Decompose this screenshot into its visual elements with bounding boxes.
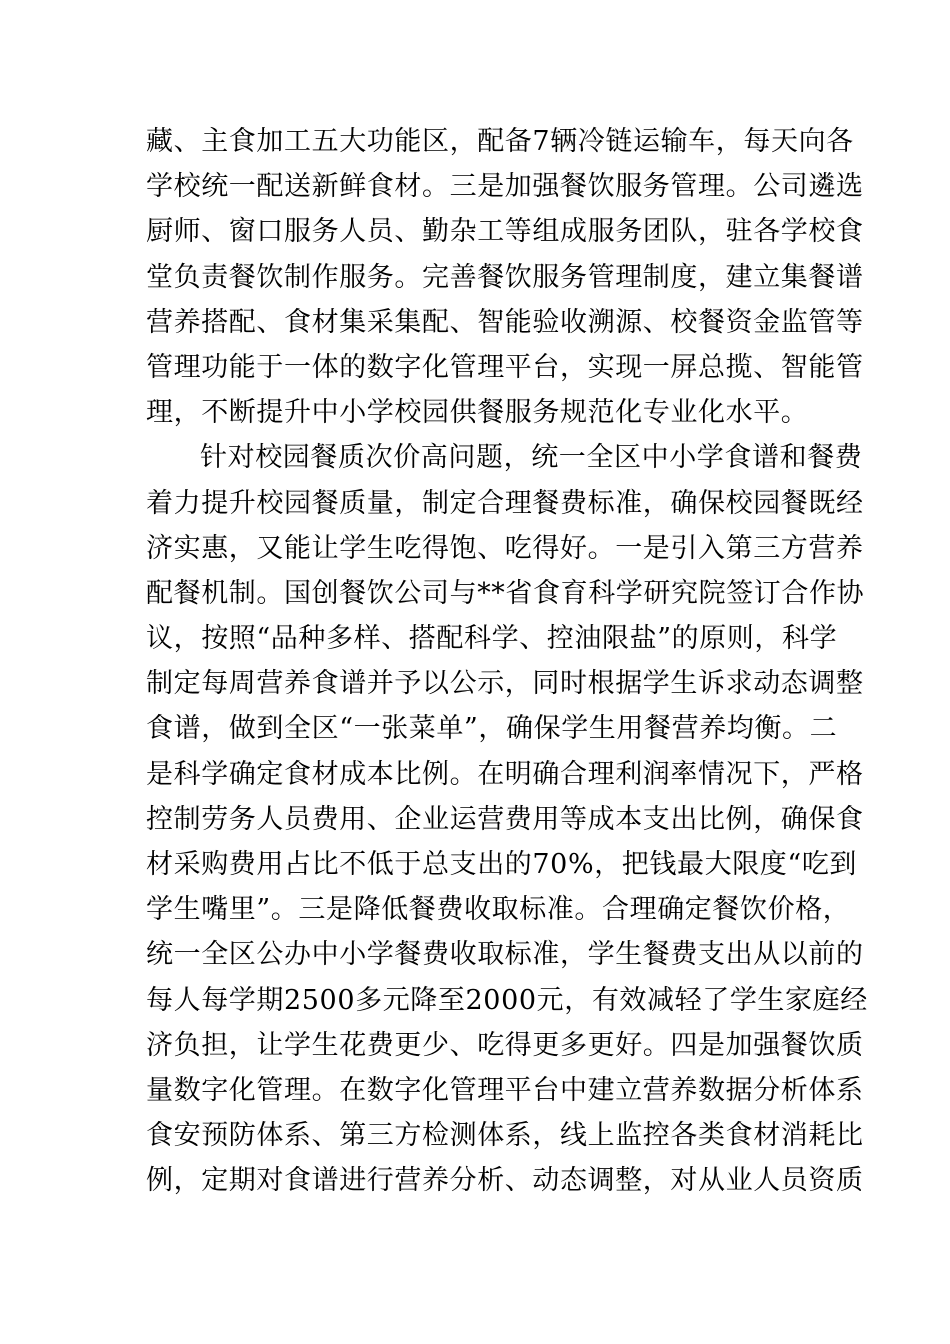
text-line: 控制劳务人员费用、企业运营费用等成本支出比例，确保食 bbox=[146, 803, 864, 835]
text-line: 例，定期对食谱进行营养分析、动态调整，对从业人员资质 bbox=[146, 1165, 864, 1197]
text-line: 制定每周营养食谱并予以公示，同时根据学生诉求动态调整 bbox=[146, 668, 864, 700]
text-line: 厨师、窗口服务人员、勤杂工等组成服务团队，驻各学校食 bbox=[146, 216, 864, 248]
text-line: 济实惠，又能让学生吃得饱、吃得好。一是引入第三方营养 bbox=[146, 532, 864, 564]
text-line: 量数字化管理。在数字化管理平台中建立营养数据分析体系 bbox=[146, 1074, 864, 1106]
text-line: 食谱，做到全区“一张菜单”，确保学生用餐营养均衡。二 bbox=[146, 713, 838, 745]
text-line: 堂负责餐饮制作服务。完善餐饮服务管理制度，建立集餐谱 bbox=[146, 261, 864, 293]
text-line: 济负担，让学生花费更少、吃得更多更好。四是加强餐饮质 bbox=[146, 1029, 864, 1061]
text-line: 食安预防体系、第三方检测体系，线上监控各类食材消耗比 bbox=[146, 1120, 864, 1152]
paragraph-2 bbox=[146, 435, 868, 1203]
text-line: 是科学确定食材成本比例。在明确合理利润率情况下，严格 bbox=[146, 758, 864, 790]
text-line: 管理功能于一体的数字化管理平台，实现一屏总揽、智能管 bbox=[146, 351, 864, 383]
text-line: 营养搭配、食材集采集配、智能验收溯源、校餐资金监管等 bbox=[146, 306, 864, 338]
text-line: 配餐机制。国创餐饮公司与**省食育科学研究院签订合作协 bbox=[146, 577, 865, 609]
text-line: 统一全区公办中小学餐费收取标准，学生餐费支出从以前的 bbox=[146, 939, 864, 971]
text-line: 学校统一配送新鲜食材。三是加强餐饮服务管理。公司遴选 bbox=[146, 171, 864, 203]
paragraph-1 bbox=[146, 119, 864, 435]
text-line: 每人每学期2500多元降至2000元，有效减轻了学生家庭经 bbox=[146, 984, 868, 1016]
document-body bbox=[146, 119, 868, 1204]
text-line: 着力提升校园餐质量，制定合理餐费标准，确保校园餐既经 bbox=[146, 487, 864, 519]
text-line: 藏、主食加工五大功能区，配备7辆冷链运输车，每天向各 bbox=[146, 126, 854, 157]
text-line: 理，不断提升中小学校园供餐服务规范化专业化水平。 bbox=[146, 397, 809, 429]
text-line: 议，按照“品种多样、搭配科学、控油限盐”的原则，科学 bbox=[146, 623, 838, 655]
text-line: 学生嘴里”。三是降低餐费收取标准。合理确定餐饮价格， bbox=[146, 894, 851, 926]
text-line: 材采购费用占比不低于总支出的70%，把钱最大限度“吃到 bbox=[146, 849, 858, 880]
text-line: 针对校园餐质次价高问题，统一全区中小学食谱和餐费 bbox=[200, 442, 863, 474]
